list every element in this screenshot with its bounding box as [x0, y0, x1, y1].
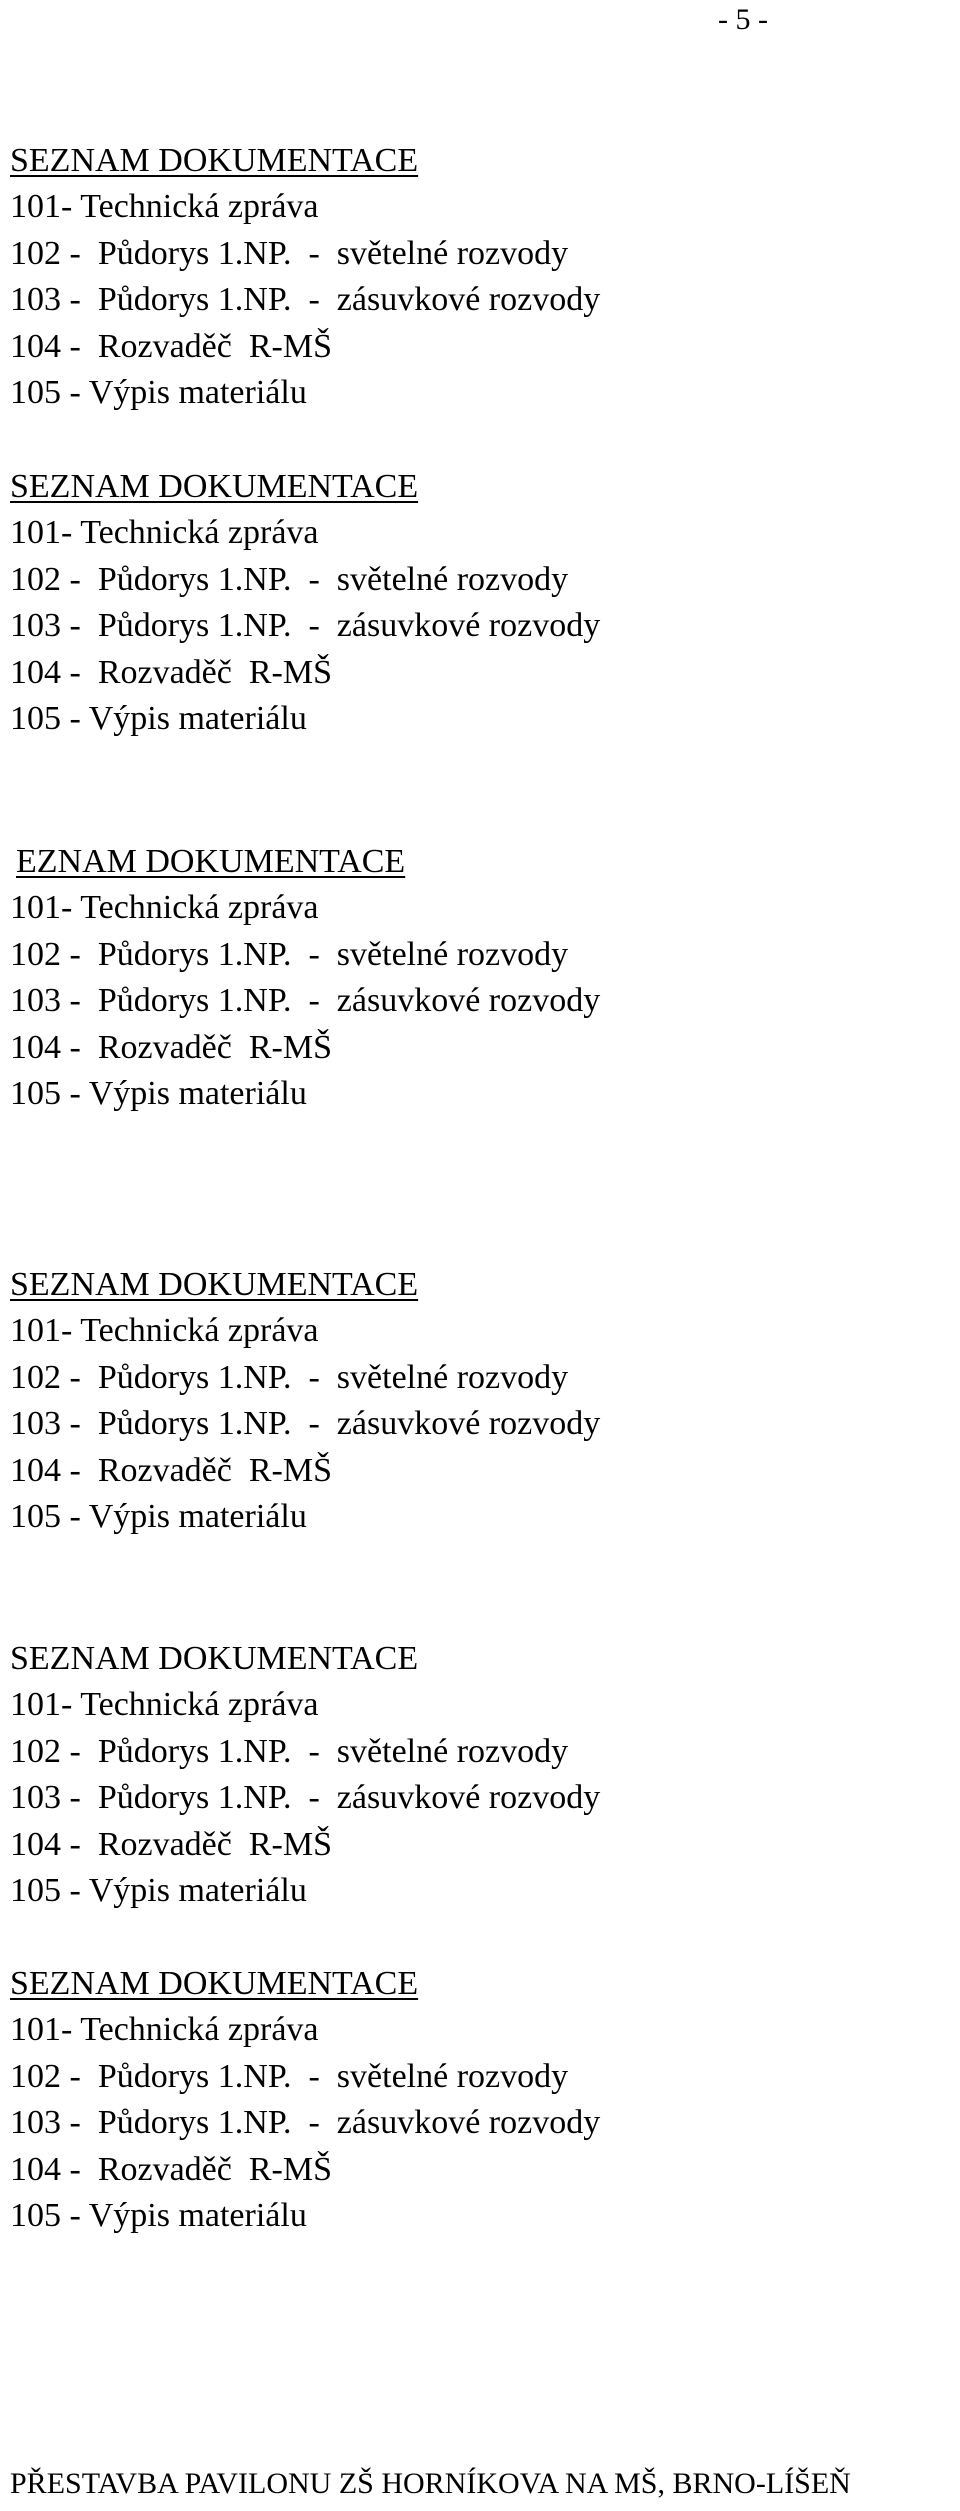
list-item: 105 - Výpis materiálu [10, 2197, 307, 2235]
list-item: 102 - Půdorys 1.NP. - světelné rozvody [10, 234, 569, 272]
list-item: 104 - Rozvaděč R-MŠ [10, 327, 333, 365]
list-item: 101- Technická zpráva [10, 2011, 319, 2048]
list-item: 105 - Výpis materiálu [10, 374, 307, 412]
list-item: 103 - Půdorys 1.NP. - zásuvkové rozvody [10, 2104, 601, 2142]
list-item: 102 - Půdorys 1.NP. - světelné rozvody [10, 1358, 569, 1396]
list-item: 103 - Půdorys 1.NP. - zásuvkové rozvody [10, 607, 601, 645]
list-item: 104 - Rozvaděč R-MŠ [10, 1028, 333, 1066]
documentation-list-section-6 [10, 1961, 940, 2240]
list-item: 104 - Rozvaděč R-MŠ [10, 653, 333, 691]
documentation-list-section-1 [10, 138, 940, 417]
list-item: 102 - Půdorys 1.NP. - světelné rozvody [10, 935, 569, 973]
list-item: 102 - Půdorys 1.NP. - světelné rozvody [10, 560, 569, 598]
page-number: - 5 - [718, 3, 768, 36]
list-item: 101- Technická zpráva [10, 188, 319, 225]
document-list [10, 885, 946, 1118]
list-item: 102 - Půdorys 1.NP. - světelné rozvody [10, 1732, 569, 1770]
documentation-list-section-2 [10, 464, 940, 743]
list-item: 105 - Výpis materiálu [10, 1498, 307, 1536]
list-item: 104 - Rozvaděč R-MŠ [10, 2150, 333, 2188]
document-list [10, 184, 940, 417]
section-title: SEZNAM DOKUMENTACE [10, 142, 419, 179]
section-title: EZNAM DOKUMENTACE [16, 843, 406, 880]
section-title: SEZNAM DOKUMENTACE [10, 1266, 419, 1303]
section-title: SEZNAM DOKUMENTACE [10, 1640, 419, 1677]
section-title: SEZNAM DOKUMENTACE [10, 468, 419, 505]
list-item: 105 - Výpis materiálu [10, 1872, 307, 1910]
list-item: 103 - Půdorys 1.NP. - zásuvkové rozvody [10, 982, 601, 1020]
list-item: 103 - Půdorys 1.NP. - zásuvkové rozvody [10, 1779, 601, 1817]
document-list [10, 510, 940, 743]
list-item: 105 - Výpis materiálu [10, 1075, 307, 1113]
document-list [10, 2007, 940, 2240]
list-item: 101- Technická zpráva [10, 1686, 319, 1723]
documentation-list-section-5 [10, 1636, 940, 1915]
documentation-list-section-4 [10, 1262, 940, 1541]
list-item: 104 - Rozvaděč R-MŠ [10, 1825, 333, 1863]
list-item: 104 - Rozvaděč R-MŠ [10, 1451, 333, 1489]
list-item: 102 - Půdorys 1.NP. - světelné rozvody [10, 2057, 569, 2095]
list-item: 101- Technická zpráva [10, 514, 319, 551]
list-item: 103 - Půdorys 1.NP. - zásuvkové rozvody [10, 281, 601, 319]
list-item: 101- Technická zpráva [10, 1312, 319, 1349]
document-list [10, 1682, 940, 1915]
documentation-list-section-3 [10, 839, 946, 1118]
list-item: 103 - Půdorys 1.NP. - zásuvkové rozvody [10, 1405, 601, 1443]
page-footer: PŘESTAVBA PAVILONU ZŠ HORNÍKOVA NA MŠ, BRNO-LÍŠEŇ [10, 2467, 851, 2500]
list-item: 101- Technická zpráva [10, 889, 319, 926]
section-title: SEZNAM DOKUMENTACE [10, 1965, 419, 2002]
list-item: 105 - Výpis materiálu [10, 700, 307, 738]
document-list [10, 1308, 940, 1541]
